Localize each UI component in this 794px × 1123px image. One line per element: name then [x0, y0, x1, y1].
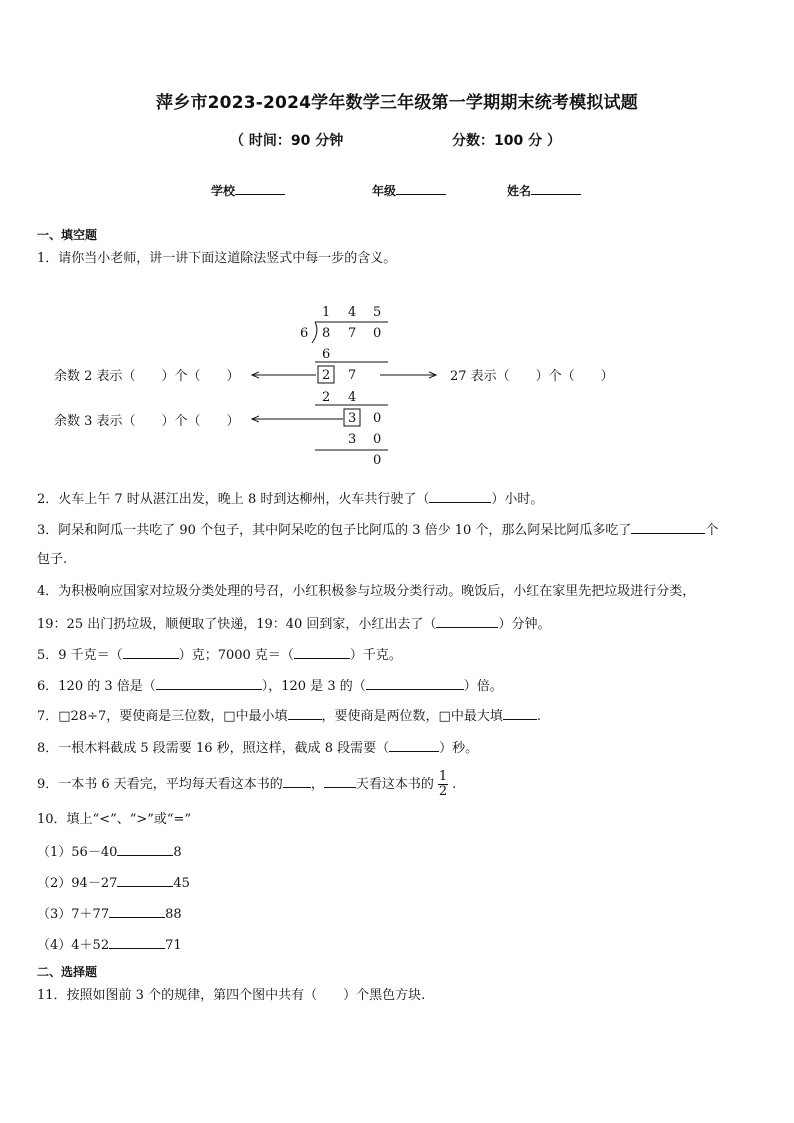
question-11: 11．按照如图前 3 个的规律，第四个图中共有（ ）个黑色方块. — [37, 988, 426, 1003]
answer-blank[interactable] — [117, 873, 173, 887]
question-8-text: ）秒。 — [439, 741, 479, 756]
answer-blank[interactable] — [429, 489, 491, 503]
compare-item — [37, 904, 182, 924]
remainder-2-label: 余数 2 表示（ ）个（ ） — [54, 369, 240, 384]
product-3: 0 — [373, 432, 382, 447]
name-field — [507, 182, 581, 199]
compare-item — [37, 842, 182, 862]
question-6-text: ）倍。 — [463, 679, 503, 694]
answer-blank[interactable] — [294, 645, 350, 659]
compare-expression: （4）4＋52 — [37, 938, 110, 953]
question-4-cont — [37, 614, 550, 634]
school-field — [211, 182, 285, 199]
compare-item — [37, 873, 190, 893]
product-2: 2 — [322, 390, 331, 405]
number-27-label: 27 表示（ ）个（ ） — [450, 369, 614, 384]
compare-expression: （1）56－40 — [37, 845, 118, 860]
question-5-text: ）千克。 — [349, 648, 402, 663]
grade-field — [372, 182, 446, 199]
question-8-text: 8．一根木料截成 5 段需要 16 秒，照这样，截成 8 段需要（ — [37, 741, 390, 756]
question-4-text: 19：25 出门扔垃圾，顺便取了快递，19：40 回到家，小红出去了（ — [37, 617, 437, 632]
answer-blank[interactable] — [109, 904, 165, 918]
question-7-text: 7．□28÷7，要使商是三位数，□中最小填 — [37, 709, 288, 724]
question-8 — [37, 738, 478, 758]
question-5-text: 5．9 千克＝（ — [37, 648, 123, 663]
question-9-text: 天看这本书的 — [355, 777, 434, 792]
school-label: 学校 — [211, 184, 236, 198]
question-4: 4．为积极响应国家对垃圾分类处理的号召，小红积极参与垃圾分类行动。晚饭后，小红在家里先把垃圾进行分类， — [37, 584, 696, 599]
question-5 — [37, 645, 402, 665]
answer-blank[interactable] — [503, 706, 537, 720]
question-7-text: ，要使商是两位数，□中最大填 — [321, 709, 503, 724]
dividend-digit: 7 — [348, 326, 357, 341]
school-blank[interactable] — [235, 182, 285, 195]
final-remainder: 0 — [373, 453, 382, 468]
name-label: 姓名 — [507, 184, 532, 198]
question-2-text: 2．火车上午 7 时从湛江出发，晚上 8 时到达柳州，火车共行驶了（ — [37, 492, 430, 507]
question-4-text: ）分钟。 — [498, 617, 551, 632]
remainder-3-label: 余数 3 表示（ ）个（ ） — [54, 414, 240, 429]
quotient-digit: 4 — [348, 305, 357, 320]
compare-item — [37, 935, 182, 955]
question-9 — [37, 770, 456, 799]
name-blank[interactable] — [531, 182, 581, 195]
compare-expression: （3）7＋77 — [37, 907, 110, 922]
answer-blank[interactable] — [436, 614, 498, 628]
question-3-cont: 包子. — [37, 552, 68, 567]
question-3-text: 个 — [705, 523, 719, 538]
question-5-text: ）克；7000 克＝（ — [178, 648, 294, 663]
divisor: 6 — [300, 326, 309, 341]
answer-blank[interactable] — [631, 520, 705, 534]
section-multiple-choice: 二、选择题 — [37, 965, 98, 979]
answer-blank[interactable] — [123, 645, 179, 659]
product-1: 6 — [322, 347, 331, 362]
product-2: 4 — [348, 390, 357, 405]
answer-blank[interactable] — [156, 676, 262, 690]
fraction-one-half — [438, 770, 448, 799]
question-6-text: 6．120 的 3 倍是（ — [37, 679, 156, 694]
section-fill-blank: 一、填空题 — [37, 228, 98, 242]
fraction-denominator: 2 — [438, 784, 448, 799]
answer-blank[interactable] — [366, 676, 464, 690]
answer-blank[interactable] — [389, 738, 439, 752]
question-6-text: ），120 是 3 的（ — [261, 679, 366, 694]
grade-label: 年级 — [372, 184, 397, 198]
compare-value: 71 — [165, 938, 182, 953]
compare-expression: （2）94－27 — [37, 876, 118, 891]
product-3: 3 — [348, 432, 357, 447]
grade-blank[interactable] — [396, 182, 446, 195]
quotient-digit: 5 — [373, 305, 382, 320]
dividend-digit: 8 — [322, 326, 331, 341]
bring-down-digit: 7 — [348, 368, 357, 383]
answer-blank[interactable] — [283, 774, 311, 788]
exam-time: （ 时间：90 分钟 — [230, 133, 344, 149]
question-3-text: 3．阿呆和阿瓜一共吃了 90 个包子，其中阿呆吃的包子比阿瓜的 3 倍少 10 个，那么阿呆比阿瓜多吃了 — [37, 523, 632, 538]
answer-blank[interactable] — [109, 935, 165, 949]
question-2-text: ）小时。 — [491, 492, 544, 507]
remainder-1: 2 — [322, 368, 331, 383]
answer-blank[interactable] — [117, 842, 173, 856]
answer-blank[interactable] — [288, 706, 322, 720]
remainder-2: 3 — [348, 411, 357, 426]
bring-down-digit: 0 — [373, 411, 382, 426]
compare-value: 8 — [173, 845, 182, 860]
question-9-text: 9．一本书 6 天看完，平均每天看这本书的 — [37, 777, 283, 792]
answer-blank[interactable] — [324, 774, 356, 788]
question-7-text: . — [536, 709, 541, 724]
question-2 — [37, 489, 543, 509]
compare-value: 88 — [165, 907, 182, 922]
exam-score: 分数：100 分 ） — [452, 133, 561, 149]
dividend-digit: 0 — [373, 326, 382, 341]
question-9-text: . — [452, 777, 457, 792]
question-1: 1．请你当小老师，讲一讲下面这道除法竖式中每一步的含义。 — [37, 251, 397, 266]
quotient-digit: 1 — [322, 305, 331, 320]
question-6 — [37, 676, 503, 696]
compare-value: 45 — [173, 876, 190, 891]
question-9-text: ， — [310, 777, 324, 792]
division-bracket — [312, 322, 317, 343]
question-3 — [37, 520, 718, 540]
page-title: 萍乡市2023-2024学年数学三年级第一学期期末统考模拟试题 — [156, 93, 638, 113]
long-division-diagram — [0, 295, 794, 475]
question-10: 10．填上“<”、“>”或“=” — [37, 812, 192, 827]
fraction-numerator: 1 — [438, 769, 448, 784]
question-7 — [37, 706, 541, 726]
